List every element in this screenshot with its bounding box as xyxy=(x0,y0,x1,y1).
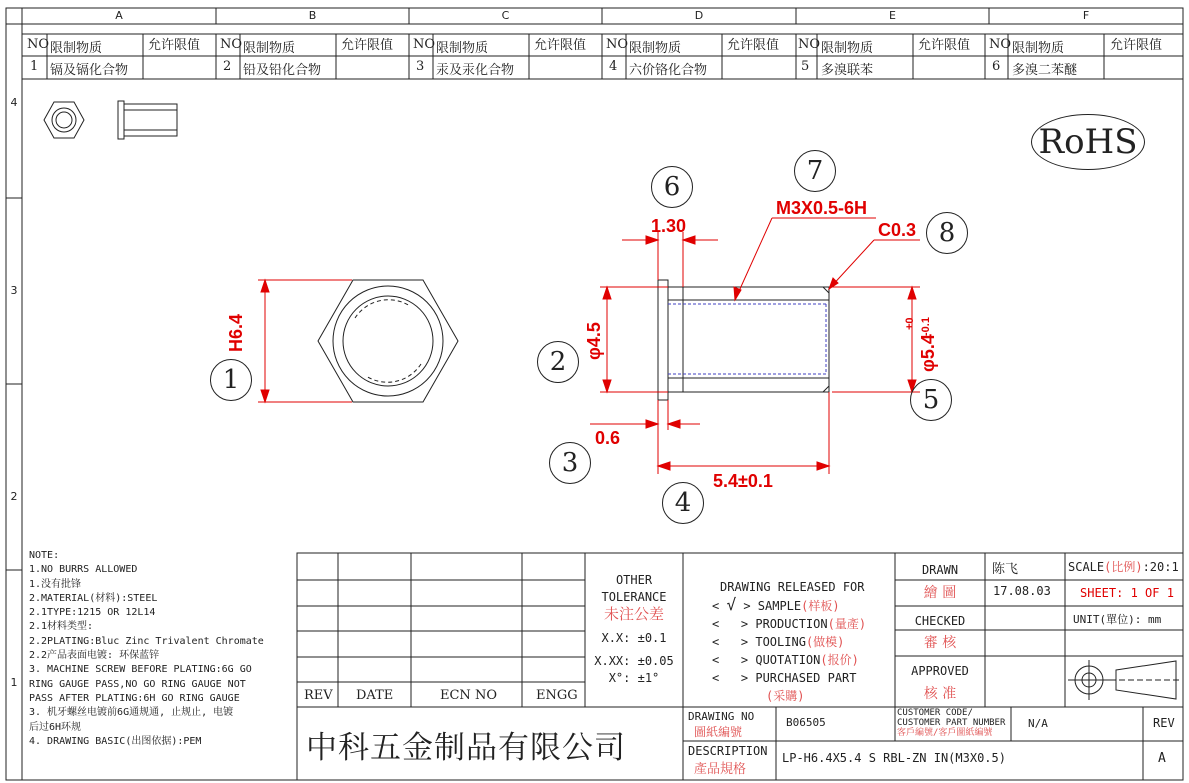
drawn-label: DRAWN xyxy=(921,563,959,577)
zone-label-1: 1 xyxy=(10,676,18,689)
release-production: < > PRODUCTION(量產) xyxy=(712,617,867,631)
balloon-1: 1 xyxy=(210,359,252,401)
dim-head-thickness: 0.6 xyxy=(595,428,621,448)
header-substance: 限制物质 xyxy=(1012,41,1065,56)
row-no: 6 xyxy=(992,59,1001,74)
row-no: 1 xyxy=(30,59,39,74)
notes-block xyxy=(29,549,264,749)
check-icon: √ xyxy=(726,595,737,614)
note-line: 1.NO BURRS ALLOWED xyxy=(29,564,138,576)
header-substance: 限制物质 xyxy=(50,41,103,56)
dim-outer-tol-lower: -0.1 xyxy=(920,317,932,336)
row-substance: 铅及铅化合物 xyxy=(243,63,322,78)
note-line: NOTE: xyxy=(29,550,60,561)
description-value: LP-H6.4X5.4 S RBL-ZN IN(M3X0.5) xyxy=(782,751,1006,765)
release-title: DRAWING RELEASED FOR xyxy=(720,580,865,594)
row-substance: 多溴二苯醚 xyxy=(1012,63,1078,78)
release-sample: < √ > SAMPLE(样板) xyxy=(712,595,840,614)
header-no: NO xyxy=(27,37,50,52)
note-line: 2.MATERIAL(材料):STEEL xyxy=(29,592,158,604)
checked-label-cn: 審 核 xyxy=(923,635,957,651)
drawing-no-label-cn: 圖紙編號 xyxy=(694,725,743,739)
dim-length: 5.4±0.1 xyxy=(713,471,773,491)
release-block xyxy=(712,578,866,705)
header-substance: 限制物质 xyxy=(821,41,874,56)
zone-label-b: B xyxy=(308,9,317,22)
tolerance-cn: 未注公差 xyxy=(603,605,664,623)
balloon-5: 5 xyxy=(910,379,952,421)
tolerance-xxx: X.XX: ±0.05 xyxy=(594,654,674,668)
dim-outer-tol-upper: +0 xyxy=(904,317,916,330)
header-no: NO xyxy=(798,37,821,52)
balloon-7: 7 xyxy=(794,150,836,192)
note-line: 3. MACHINE SCREW BEFORE PLATING:6G GO xyxy=(29,664,252,676)
company-name: 中科五金制品有限公司 xyxy=(306,730,626,766)
header-substance: 限制物质 xyxy=(243,41,296,56)
header-no: NO xyxy=(989,37,1012,52)
balloon-2: 2 xyxy=(537,341,579,383)
note-line: 1.没有批锋 xyxy=(29,578,82,590)
dim-flange-thickness: 1.30 xyxy=(651,216,687,236)
header-limit: 允许限值 xyxy=(727,38,780,53)
header-substance: 限制物质 xyxy=(436,41,489,56)
header-limit: 允许限值 xyxy=(534,38,587,53)
sheet: SHEET: 1 OF 1 xyxy=(1080,586,1174,600)
drawing-no-label: DRAWING NO xyxy=(688,710,755,723)
release-purchased-cn: (采購) xyxy=(766,689,805,703)
dim-chamfer: C0.3 xyxy=(878,220,917,240)
note-line: 2.2PLATING:Bluc Zinc Trivalent Chromate xyxy=(29,635,264,647)
header-no: NO xyxy=(220,37,243,52)
row-substance: 镉及镉化合物 xyxy=(50,63,129,78)
ecn-header: ECN NO xyxy=(440,688,497,703)
drawing-no-value: B06505 xyxy=(786,716,826,729)
note-line: 4. DRAWING BASIC(出图依据):PEM xyxy=(29,735,202,747)
zone-label-f: F xyxy=(1082,9,1090,22)
balloon-3: 3 xyxy=(549,442,591,484)
zone-label-e: E xyxy=(889,9,896,22)
note-line: PASS AFTER PLATING:6H GO RING GAUGE xyxy=(29,692,240,704)
description-label-cn: 產品規格 xyxy=(694,762,747,777)
balloon-4: 4 xyxy=(662,482,704,524)
rohs-mark: RoHS xyxy=(1031,114,1145,170)
customer-label: CUSTOMER CODE/ CUSTOMER PART NUMBER 客戶編號/客戶圖紙編號 xyxy=(897,708,1006,738)
tolerance-title: TOLERANCE xyxy=(601,590,667,604)
rev-header: REV xyxy=(304,688,333,703)
row-substance: 多溴联苯 xyxy=(821,63,874,78)
zone-label-4: 4 xyxy=(10,96,18,109)
header-limit: 允许限值 xyxy=(1110,38,1163,53)
row-no: 4 xyxy=(609,59,618,74)
engg-header: ENGG xyxy=(536,688,578,703)
dim-outer-diameter: φ5.4 xyxy=(918,334,938,372)
zone-label-3: 3 xyxy=(10,284,18,297)
drawn-label-cn: 繪 圖 xyxy=(923,585,957,601)
drawn-by: 陈飞 xyxy=(992,562,1019,577)
header-limit: 允许限值 xyxy=(341,38,394,53)
header-limit: 允许限值 xyxy=(148,38,201,53)
balloon-6: 6 xyxy=(651,166,693,208)
description-label: DESCRIPTION xyxy=(688,744,768,758)
row-no: 5 xyxy=(801,59,810,74)
note-line: 2.1TYPE:1215 OR 12L14 xyxy=(29,607,156,619)
customer-value: N/A xyxy=(1028,717,1048,730)
release-tooling: < > TOOLING(做模) xyxy=(712,635,845,649)
header-no: NO xyxy=(606,37,629,52)
note-line: RING GAUGE PASS,NO GO RING GAUGE NOT xyxy=(29,678,246,690)
note-line: 2.1材料类型: xyxy=(29,621,94,633)
dim-inner-diameter: φ4.5 xyxy=(584,322,604,360)
tolerance-angle: X°: ±1° xyxy=(608,671,660,685)
approved-label-cn: 核 准 xyxy=(923,686,957,702)
date-header: DATE xyxy=(356,688,394,703)
note-line: 2.2产品表面电镀: 环保蓝锌 xyxy=(29,650,160,662)
scale: SCALE(比例):20:1 xyxy=(1068,560,1179,574)
header-no: NO xyxy=(413,37,436,52)
row-substance: 六价铬化合物 xyxy=(629,63,708,78)
drawn-date: 17.08.03 xyxy=(993,584,1051,598)
row-no: 2 xyxy=(223,59,232,74)
balloon-8: 8 xyxy=(926,212,968,254)
zone-label-2: 2 xyxy=(10,490,18,503)
checked-label: CHECKED xyxy=(914,614,966,628)
zone-label-c: C xyxy=(501,9,510,22)
header-substance: 限制物质 xyxy=(629,41,682,56)
rev-value: A xyxy=(1158,751,1166,766)
tolerance-block xyxy=(585,572,683,687)
dim-thread: M3X0.5-6H xyxy=(776,198,868,218)
zone-label-a: A xyxy=(115,9,123,22)
header-limit: 允许限值 xyxy=(918,38,971,53)
row-substance: 汞及汞化合物 xyxy=(436,63,515,78)
release-quotation: < > QUOTATION(报价) xyxy=(712,653,859,667)
tolerance-xx: X.X: ±0.1 xyxy=(601,631,667,645)
dim-hex-height: H6.4 xyxy=(226,313,246,352)
row-no: 3 xyxy=(416,59,425,74)
unit: UNIT(單位): mm xyxy=(1073,613,1162,626)
zone-label-d: D xyxy=(694,9,704,22)
tolerance-title: OTHER xyxy=(615,573,653,587)
approved-label: APPROVED xyxy=(911,664,969,678)
release-purchased: < > PURCHASED PART xyxy=(712,671,857,685)
note-line: 3. 机牙螺丝电镀前6G通规通, 止规止, 电镀 xyxy=(29,707,234,719)
rev-label: REV xyxy=(1153,716,1175,730)
note-line: 后过6H环规 xyxy=(29,721,82,733)
